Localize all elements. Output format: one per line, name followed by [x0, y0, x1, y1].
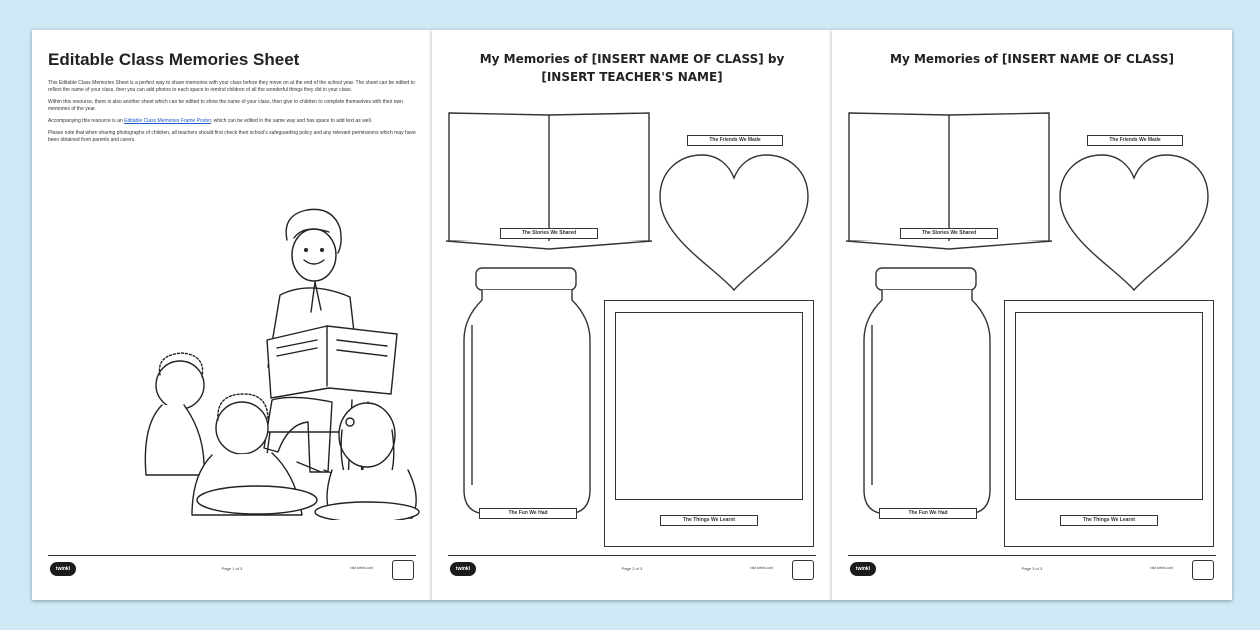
page-number: Page 1 of 3 — [221, 566, 243, 571]
intro-text-span: Accompanying this resource is an — [48, 118, 123, 124]
page-title — [452, 50, 812, 86]
site-text: visit twinkl.com — [750, 566, 774, 570]
twinkl-logo: twinkl — [50, 562, 76, 576]
site-text: visit twinkl.com — [350, 566, 374, 570]
title-line: [INSERT TEACHER'S NAME] — [541, 70, 723, 84]
label-fun[interactable]: The Fun We Had — [879, 508, 977, 519]
intro-paragraph: Within this resource, there is also another sheet which can be edited to show the name of your class, then give to children to complete themselves with their own memories of the year. — [48, 99, 403, 112]
footer-divider — [448, 555, 816, 556]
badge-icon — [792, 560, 814, 580]
footer-divider — [48, 555, 416, 556]
page-title — [852, 50, 1212, 68]
page-title: Editable Class Memories Sheet — [48, 50, 300, 69]
heart-outline — [654, 152, 814, 292]
badge-icon — [1192, 560, 1214, 580]
jar-outline — [462, 265, 592, 520]
label-learnt[interactable]: The Things We Learnt — [1060, 515, 1158, 526]
title-line: My Memories of [INSERT NAME OF CLASS] — [890, 52, 1174, 66]
title-line: My Memories of [INSERT NAME OF CLASS] by — [479, 52, 785, 66]
footer-divider — [848, 555, 1216, 556]
intro-paragraph: Please note that when sharing photographs of children, all teachers should first check their school's safeguarding policy and any relevant permissions which may have been obtained from parents and carers. — [48, 130, 416, 143]
heart-outline — [1054, 152, 1214, 292]
jar-outline — [862, 265, 992, 520]
label-friends[interactable]: The Friends We Made — [1087, 135, 1183, 146]
intro-page — [32, 30, 432, 600]
page-number: Page 3 of 3 — [1021, 566, 1043, 571]
resource-link[interactable]: Editable Class Memories Frame Poster — [124, 118, 211, 124]
intro-text — [48, 80, 418, 149]
teacher-reading-illustration — [32, 200, 432, 520]
page-number: Page 2 of 3 — [621, 566, 643, 571]
photo-frame-inner[interactable] — [615, 312, 803, 500]
activity-page-teacher — [432, 30, 832, 600]
site-text: visit twinkl.com — [1150, 566, 1174, 570]
intro-paragraph — [48, 118, 418, 125]
badge-icon — [392, 560, 414, 580]
label-stories[interactable]: The Stories We Shared — [500, 228, 598, 239]
label-stories[interactable]: The Stories We Shared — [900, 228, 998, 239]
twinkl-logo: twinkl — [850, 562, 876, 576]
twinkl-logo: twinkl — [450, 562, 476, 576]
intro-text-span: , which can be edited in the same way and has space to add text as well. — [210, 118, 373, 124]
photo-frame-inner[interactable] — [1015, 312, 1203, 500]
label-learnt[interactable]: The Things We Learnt — [660, 515, 758, 526]
label-fun[interactable]: The Fun We Had — [479, 508, 577, 519]
intro-paragraph: This Editable Class Memories Sheet is a perfect way to share memories with your class before they move on at the end of the school year. The sheet can be edited to reflect the name of your class, then you can add photos to each space to remind children of all the wonderful things they did in your class. — [48, 80, 415, 93]
activity-page-child — [832, 30, 1232, 600]
label-friends[interactable]: The Friends We Made — [687, 135, 783, 146]
